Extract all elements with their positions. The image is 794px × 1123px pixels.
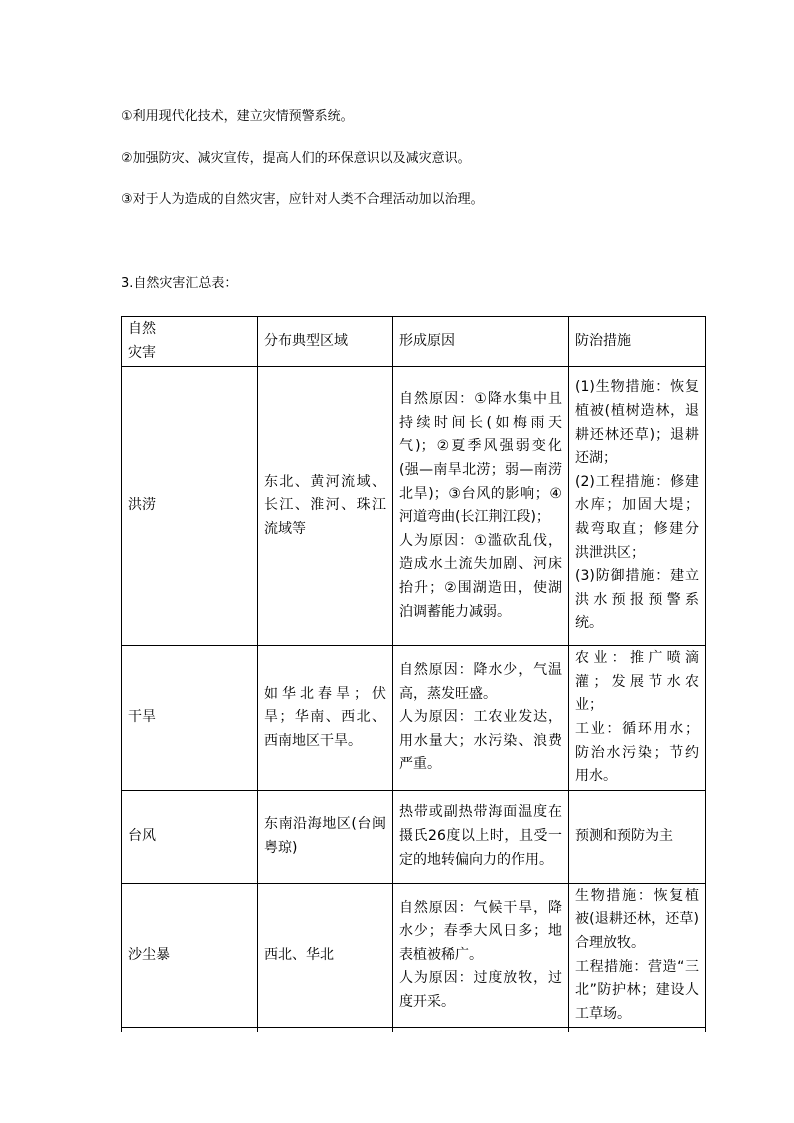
table-row — [122, 646, 706, 791]
continuation-cell — [393, 1028, 569, 1033]
cause-human: 人为原因：①滥砍乱伐，造成水土流失加剧、河床抬升；②围湖造田，使湖泊调蓄能力减弱。 — [399, 532, 562, 620]
region-cell: 东南沿海地区(台闽粤琼) — [258, 790, 393, 883]
header-cause: 形成原因 — [393, 317, 569, 367]
prevention-item: (3)防御措施：建立洪水预报预警系统。 — [575, 568, 699, 632]
prevention-item: (1)生物措施：恢复植被(植树造林，退耕还林还草)；退耕还湖； — [575, 379, 699, 467]
disaster-summary-table — [121, 316, 706, 1032]
prevention-cell — [569, 646, 706, 791]
header-disaster-line1: 自然 — [128, 321, 156, 337]
header-disaster — [122, 317, 258, 367]
prevention-cell — [569, 883, 706, 1028]
cause-human: 人为原因：过度放牧，过度开采。 — [399, 970, 562, 1010]
continuation-cell — [569, 1028, 706, 1033]
table-continuation-row — [122, 1028, 706, 1033]
prevention-item: 工业：循环用水；防治水污染；节约用水。 — [575, 720, 699, 785]
cause-natural: 自然原因：降水少，气温高，蒸发旺盛。 — [399, 661, 562, 702]
header-region: 分布典型区域 — [258, 317, 393, 367]
region-cell: 如华北春旱；伏旱；华南、西北、西南地区干旱。 — [258, 646, 393, 791]
cause-cell — [393, 883, 569, 1028]
table-header-row — [122, 317, 706, 367]
table-row — [122, 790, 706, 883]
section-heading: 3.自然灾害汇总表： — [121, 276, 238, 291]
cause-cell — [393, 646, 569, 791]
prevention-item: 工程措施：营造“三北”防护林；建设人工草场。 — [575, 958, 699, 1022]
cause-cell — [393, 367, 569, 646]
cause-natural: 自然原因：①降水集中且持续时间长(如梅雨天气)；②夏季风强弱变化(强—南旱北涝；弱—南涝北旱)；③台风的影响；④河道弯曲(长江荆江段)； — [399, 391, 562, 526]
disaster-name: 干旱 — [122, 646, 258, 791]
table-row — [122, 367, 706, 646]
prevention-cell — [569, 367, 706, 646]
measure-item-3: ③对于人为造成的自然灾害，应针对人类不合理活动加以治理。 — [121, 192, 484, 207]
disaster-name: 沙尘暴 — [122, 883, 258, 1028]
cause-cell: 热带或副热带海面温度在摄氏26度以上时，且受一定的地转偏向力的作用。 — [393, 790, 569, 883]
continuation-cell — [122, 1028, 258, 1033]
disaster-name: 洪涝 — [122, 367, 258, 646]
prevention-cell: 预测和预防为主 — [569, 790, 706, 883]
header-disaster-line2: 灾害 — [128, 344, 156, 361]
prevention-item: 农业：推广喷滴灌；发展节水农业； — [575, 650, 699, 714]
prevention-item: (2)工程措施：修建水库；加固大堤；裁弯取直；修建分洪泄洪区； — [575, 473, 699, 561]
region-cell: 西北、华北 — [258, 883, 393, 1028]
disaster-name: 台风 — [122, 790, 258, 883]
cause-natural: 自然原因：气候干旱，降水少；春季大风日多；地表植被稀广。 — [399, 899, 562, 963]
table-row — [122, 883, 706, 1028]
prevention-item: 生物措施：恢复植被(退耕还林，还草)合理放牧。 — [575, 887, 699, 951]
header-prevention: 防治措施 — [569, 317, 706, 367]
continuation-cell — [258, 1028, 393, 1033]
cause-human: 人为原因：工农业发达，用水量大；水污染、浪费严重。 — [399, 709, 562, 773]
measure-item-2: ②加强防灾、减灾宣传，提高人们的环保意识以及减灾意识。 — [121, 151, 471, 166]
measure-item-1: ①利用现代化技术，建立灾情预警系统。 — [121, 109, 354, 124]
region-cell: 东北、黄河流域、长江、淮河、珠江流域等 — [258, 367, 393, 646]
